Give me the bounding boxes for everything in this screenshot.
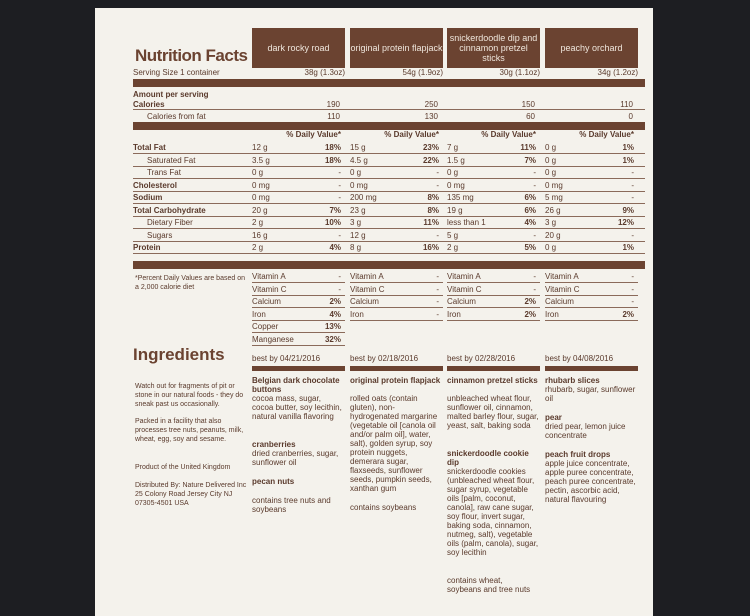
best-by-1: best by 02/18/2016 xyxy=(350,354,419,363)
nutrient-amount-0-3: 0 g xyxy=(545,143,557,152)
nutrient-amount-5-2: 19 g xyxy=(447,205,463,215)
nutrient-rule-4 xyxy=(133,203,645,204)
ing-rule-1 xyxy=(350,366,443,371)
nutrient-dv-8-3: 1% xyxy=(622,243,634,252)
ing-text-3-1: dried pear, lemon juice concentrate xyxy=(545,422,626,440)
nutrient-amount-0-2: 7 g xyxy=(447,143,459,152)
nutrient-dv-2-2: - xyxy=(533,168,536,177)
vitamin-value-0-5: 32% xyxy=(324,334,341,344)
calories-value-0: 190 xyxy=(326,100,340,109)
dv-header-2: % Daily Value* xyxy=(481,130,536,139)
vitamin-value-1-3: - xyxy=(436,309,439,319)
ing-text-0-3: contains tree nuts and soybeans xyxy=(252,496,331,514)
nutrient-amount-6-2: less than 1 xyxy=(447,218,486,227)
nutrient-dv-7-3: - xyxy=(631,230,634,240)
nutrient-label-6: Dietary Fiber xyxy=(147,218,193,227)
ing-text-1-0: rolled oats (contain gluten), non-hydrogenated margarine (vegetable oil [canola oil and/or palm oil], water, salt), golden syrup, soy protein nuggets, demerara sugar, flaxseeds, sunflower seeds, pumpkin seeds, xanthan gum xyxy=(350,394,438,493)
ing-heading-0-2: pecan nuts xyxy=(252,477,295,486)
product-header-0: dark rocky road xyxy=(252,28,345,68)
ing-text-0-1: dried cranberries, sugar, sunflower oil xyxy=(252,449,339,467)
dv-header-0: % Daily Value* xyxy=(286,130,341,139)
nutrient-amount-8-0: 2 g xyxy=(252,243,264,252)
nutrient-dv-4-2: 6% xyxy=(524,193,536,202)
nutrient-rule-1 xyxy=(133,166,645,167)
vitamin-value-0-4: 13% xyxy=(324,322,341,331)
nutrient-dv-5-1: 8% xyxy=(427,205,439,215)
nutrient-amount-3-2: 0 mg xyxy=(447,180,465,190)
nutrient-dv-3-3: - xyxy=(631,180,634,190)
nutrient-dv-0-0: 18% xyxy=(324,143,341,152)
calories-fat-value-3: 0 xyxy=(628,112,633,121)
calories-value-1: 250 xyxy=(424,100,438,109)
calories-value-3: 110 xyxy=(620,100,633,109)
vitamin-rule-0-4 xyxy=(252,332,345,333)
nutrient-amount-8-3: 0 g xyxy=(545,243,557,252)
nutrient-amount-1-2: 1.5 g xyxy=(447,155,465,165)
vitamin-rule-0-2 xyxy=(252,307,345,308)
nutrient-amount-1-3: 0 g xyxy=(545,155,557,165)
rule-thick-3 xyxy=(133,261,645,269)
vitamin-value-1-1: - xyxy=(436,284,439,294)
nutrient-amount-2-3: 0 g xyxy=(545,168,557,177)
nutrient-amount-3-1: 0 mg xyxy=(350,180,368,190)
nutrient-dv-1-3: 1% xyxy=(622,155,634,165)
ing-text-3-0: rhubarb, sugar, sunflower oil xyxy=(545,385,636,403)
best-by-3: best by 04/08/2016 xyxy=(545,354,614,363)
ing-text-1-1: contains soybeans xyxy=(350,503,417,512)
nutrient-dv-0-3: 1% xyxy=(622,143,634,152)
serving-size-label: Serving Size 1 container xyxy=(133,68,220,77)
ing-rule-3 xyxy=(545,366,638,371)
product-header-3: peachy orchard xyxy=(545,28,638,68)
vitamin-rule-3-2 xyxy=(545,307,638,308)
nutrient-amount-1-0: 3.5 g xyxy=(252,155,270,165)
ing-rule-2 xyxy=(447,366,540,371)
dv-header-3: % Daily Value* xyxy=(579,130,634,139)
vitamin-value-0-0: - xyxy=(338,272,341,281)
nutrient-dv-5-2: 6% xyxy=(524,205,536,215)
side-note-2: Product of the United Kingdom xyxy=(135,464,231,471)
nutrient-rule-8 xyxy=(133,253,645,254)
nutrient-amount-7-2: 5 g xyxy=(447,230,459,240)
nutrient-dv-6-0: 10% xyxy=(324,218,341,227)
vitamin-label-3-1: Vitamin C xyxy=(545,284,580,294)
calories-fat-value-0: 110 xyxy=(327,112,340,121)
nutrient-label-8: Protein xyxy=(133,243,161,252)
ing-heading-3-2: peach fruit drops xyxy=(545,450,611,459)
ing-text-2-2: contains wheat, soybeans and tree nuts xyxy=(447,576,531,594)
nutrient-amount-3-3: 0 mg xyxy=(545,180,563,190)
vitamin-value-3-0: - xyxy=(631,272,634,281)
vitamin-rule-0-3 xyxy=(252,320,345,321)
serving-value-1: 54g (1.9oz) xyxy=(402,68,443,77)
nutrient-amount-2-1: 0 g xyxy=(350,168,362,177)
vitamin-label-2-2: Calcium xyxy=(447,297,476,306)
nutrient-dv-1-1: 22% xyxy=(422,155,439,165)
ing-text-2-0: unbleached wheat flour, sunflower oil, cinnamon, malted barley flour, sugar, yeast, salt, baking soda xyxy=(447,394,539,430)
product-header-1: original protein flapjack xyxy=(350,28,443,68)
nutrient-amount-7-0: 16 g xyxy=(252,230,268,240)
vitamin-label-0-4: Copper xyxy=(252,322,279,331)
nutrient-rule-3 xyxy=(133,191,645,192)
nutrient-label-3: Cholesterol xyxy=(133,180,178,190)
vitamin-value-2-0: - xyxy=(533,272,536,281)
nutrient-dv-2-0: - xyxy=(338,168,341,177)
nutrient-amount-6-1: 3 g xyxy=(350,218,362,227)
vitamin-value-3-2: - xyxy=(631,297,634,306)
vitamin-rule-3-3 xyxy=(545,320,638,321)
ing-text-3-2: apple juice concentrate, apple puree concentrate, peach puree concentrate, pectin, ascorbic acid, natural flavouring xyxy=(545,459,636,504)
nutrient-dv-3-0: - xyxy=(338,180,341,190)
nutrient-dv-6-1: 11% xyxy=(423,218,439,227)
vitamin-rule-3-1 xyxy=(545,295,638,296)
vitamin-rule-1-0 xyxy=(350,282,443,283)
nutrient-label-2: Trans Fat xyxy=(147,168,181,177)
nutrient-amount-8-2: 2 g xyxy=(447,243,459,252)
rule-cal xyxy=(133,109,645,110)
ing-heading-0-1: cranberries xyxy=(252,440,296,449)
nutrient-amount-5-0: 20 g xyxy=(252,205,268,215)
dv-header-1: % Daily Value* xyxy=(384,130,439,139)
vitamin-label-0-2: Calcium xyxy=(252,297,281,306)
vitamin-value-0-3: 4% xyxy=(329,309,341,319)
product-header-2: snickerdoodle dip and cinnamon pretzel sticks xyxy=(447,28,540,68)
serving-value-2: 30g (1.1oz) xyxy=(499,68,540,77)
vitamin-rule-0-0 xyxy=(252,282,345,283)
side-note-3: Distributed By: Nature Delivered Inc 25 Colony Road Jersey City NJ 07305-4501 USA xyxy=(135,482,247,507)
calories-value-2: 150 xyxy=(521,100,535,109)
vitamin-rule-2-3 xyxy=(447,320,540,321)
ing-text-2-1: snickerdoodle cookies (unbleached wheat flour, sugar syrup, vegetable oils [palm, coconut, canola], raw cane sugar, soy flour, invert sugar, baking soda, cinnamon, nutmeg, salt), vegetable oils (palm, canola), sugar, soy lecithin xyxy=(447,467,539,557)
vitamin-rule-2-2 xyxy=(447,307,540,308)
calories-from-fat-label: Calories from fat xyxy=(147,112,206,121)
nutrient-dv-5-0: 7% xyxy=(329,205,341,215)
vitamin-rule-1-2 xyxy=(350,307,443,308)
vitamin-rule-2-0 xyxy=(447,282,540,283)
nutrient-amount-4-0: 0 mg xyxy=(252,193,270,202)
vitamin-value-1-0: - xyxy=(436,272,439,281)
vitamin-label-2-1: Vitamin C xyxy=(447,284,482,294)
calories-label: Calories xyxy=(133,100,165,109)
nutrient-rule-6 xyxy=(133,228,645,229)
serving-value-3: 34g (1.2oz) xyxy=(597,68,638,77)
best-by-0: best by 04/21/2016 xyxy=(252,354,321,363)
nutrient-amount-5-3: 26 g xyxy=(545,205,561,215)
nutrient-dv-7-0: - xyxy=(338,230,341,240)
vitamin-label-1-3: Iron xyxy=(350,309,364,319)
rule-thick-1 xyxy=(133,79,645,87)
vitamin-value-3-3: 2% xyxy=(622,309,634,319)
vitamin-value-3-1: - xyxy=(631,284,634,294)
nutrient-rule-2 xyxy=(133,178,645,179)
nutrient-amount-5-1: 23 g xyxy=(350,205,366,215)
nutrient-amount-2-0: 0 g xyxy=(252,168,264,177)
ing-heading-2-0: cinnamon pretzel sticks xyxy=(447,376,538,385)
side-note-0: Watch out for fragments of pit or stone in our natural foods - they do sneak past us occasionally. xyxy=(135,383,244,408)
nutrient-dv-7-1: - xyxy=(436,230,439,240)
best-by-2: best by 02/28/2016 xyxy=(447,354,516,363)
vitamin-label-2-3: Iron xyxy=(447,309,461,319)
ing-heading-3-0: rhubarb slices xyxy=(545,376,600,385)
nutrient-label-7: Sugars xyxy=(147,230,173,240)
rule-thick-2 xyxy=(133,122,645,130)
nutrient-label-0: Total Fat xyxy=(133,143,166,152)
ing-heading-0-0: Belgian dark chocolate buttons xyxy=(252,376,340,394)
nutrient-label-5: Total Carbohydrate xyxy=(133,205,206,215)
nutrient-dv-4-0: - xyxy=(338,193,341,202)
amount-per-serving-label: Amount per serving xyxy=(133,90,209,99)
vitamin-value-2-1: - xyxy=(533,284,536,294)
ing-heading-2-1: snickerdoodle cookie dip xyxy=(447,449,529,467)
vitamin-value-0-2: 2% xyxy=(329,297,341,306)
nutrient-dv-8-2: 5% xyxy=(524,243,536,252)
ing-rule-0 xyxy=(252,366,345,371)
vitamin-label-1-2: Calcium xyxy=(350,297,379,306)
nutrient-dv-3-1: - xyxy=(436,180,439,190)
nutrient-amount-4-2: 135 mg xyxy=(447,193,474,202)
vitamin-label-2-0: Vitamin A xyxy=(447,272,481,281)
vitamin-label-3-3: Iron xyxy=(545,309,559,319)
vitamin-rule-3-0 xyxy=(545,282,638,283)
vitamin-rule-0-1 xyxy=(252,295,345,296)
nutrient-amount-2-2: 0 g xyxy=(447,168,459,177)
nutrient-dv-1-0: 18% xyxy=(324,155,341,165)
nutrient-amount-7-3: 20 g xyxy=(545,230,561,240)
vitamin-rule-1-1 xyxy=(350,295,443,296)
vitamin-label-0-5: Manganese xyxy=(252,334,294,344)
footnote-text: *Percent Daily Values are based on a 2,000 calorie diet xyxy=(135,275,245,291)
nutrient-amount-4-1: 200 mg xyxy=(350,193,377,202)
nutrient-amount-0-1: 15 g xyxy=(350,143,366,152)
nutrient-rule-7 xyxy=(133,241,645,242)
nutrient-rule-5 xyxy=(133,216,645,217)
nutrient-dv-2-3: - xyxy=(631,168,634,177)
nutrient-dv-4-3: - xyxy=(631,193,634,202)
nutrient-dv-4-1: 8% xyxy=(427,193,439,202)
calories-fat-value-2: 60 xyxy=(526,112,535,121)
nutrient-dv-2-1: - xyxy=(436,168,439,177)
calories-fat-value-1: 130 xyxy=(424,112,438,121)
vitamin-value-2-2: 2% xyxy=(524,297,536,306)
side-note-1: Packed in a facility that also processes tree nuts, peanuts, milk, wheat, egg, soy and sesame. xyxy=(135,418,244,443)
nutrient-amount-8-1: 8 g xyxy=(350,243,362,252)
nutrient-amount-7-1: 12 g xyxy=(350,230,366,240)
vitamin-rule-0-5 xyxy=(252,345,345,346)
nutrient-amount-3-0: 0 mg xyxy=(252,180,270,190)
nutrient-amount-0-0: 12 g xyxy=(252,143,268,152)
vitamin-label-1-1: Vitamin C xyxy=(350,284,385,294)
ing-text-0-0: cocoa mass, sugar, cocoa butter, soy lecithin, natural vanilla flavoring xyxy=(252,394,342,421)
nutrient-dv-8-0: 4% xyxy=(329,243,341,252)
ing-heading-1-0: original protein flapjack xyxy=(350,376,441,385)
nutrient-amount-6-0: 2 g xyxy=(252,218,264,227)
nutrient-dv-0-1: 23% xyxy=(422,143,439,152)
nutrient-dv-5-3: 9% xyxy=(622,205,634,215)
vitamin-label-3-2: Calcium xyxy=(545,297,574,306)
nutrient-dv-3-2: - xyxy=(533,180,536,190)
vitamin-label-0-3: Iron xyxy=(252,309,266,319)
nutrient-dv-1-2: 7% xyxy=(524,155,536,165)
vitamin-label-1-0: Vitamin A xyxy=(350,272,384,281)
nutrition-label-card xyxy=(95,8,653,616)
nutrient-dv-0-2: 11% xyxy=(520,143,536,152)
nutrient-rule-0 xyxy=(133,153,645,154)
ingredients-title: Ingredients xyxy=(133,345,225,364)
vitamin-value-0-1: - xyxy=(338,284,341,294)
nutrient-label-4: Sodium xyxy=(133,193,163,202)
nutrient-dv-6-3: 12% xyxy=(617,218,634,227)
ing-heading-3-1: pear xyxy=(545,413,562,422)
vitamin-rule-1-3 xyxy=(350,320,443,321)
nutrient-label-1: Saturated Fat xyxy=(147,155,196,165)
nutrient-dv-6-2: 4% xyxy=(524,218,536,227)
vitamin-rule-2-1 xyxy=(447,295,540,296)
nutrient-amount-6-3: 3 g xyxy=(545,218,557,227)
nutrition-facts-title: Nutrition Facts xyxy=(135,46,248,65)
vitamin-label-0-0: Vitamin A xyxy=(252,272,286,281)
nutrient-amount-4-3: 5 mg xyxy=(545,193,563,202)
vitamin-value-2-3: 2% xyxy=(524,309,536,319)
nutrient-amount-1-1: 4.5 g xyxy=(350,155,368,165)
vitamin-value-1-2: - xyxy=(436,297,439,306)
vitamin-label-3-0: Vitamin A xyxy=(545,272,579,281)
nutrient-dv-7-2: - xyxy=(533,230,536,240)
nutrient-dv-8-1: 16% xyxy=(422,243,439,252)
serving-value-0: 38g (1.3oz) xyxy=(304,68,345,77)
vitamin-label-0-1: Vitamin C xyxy=(252,284,287,294)
